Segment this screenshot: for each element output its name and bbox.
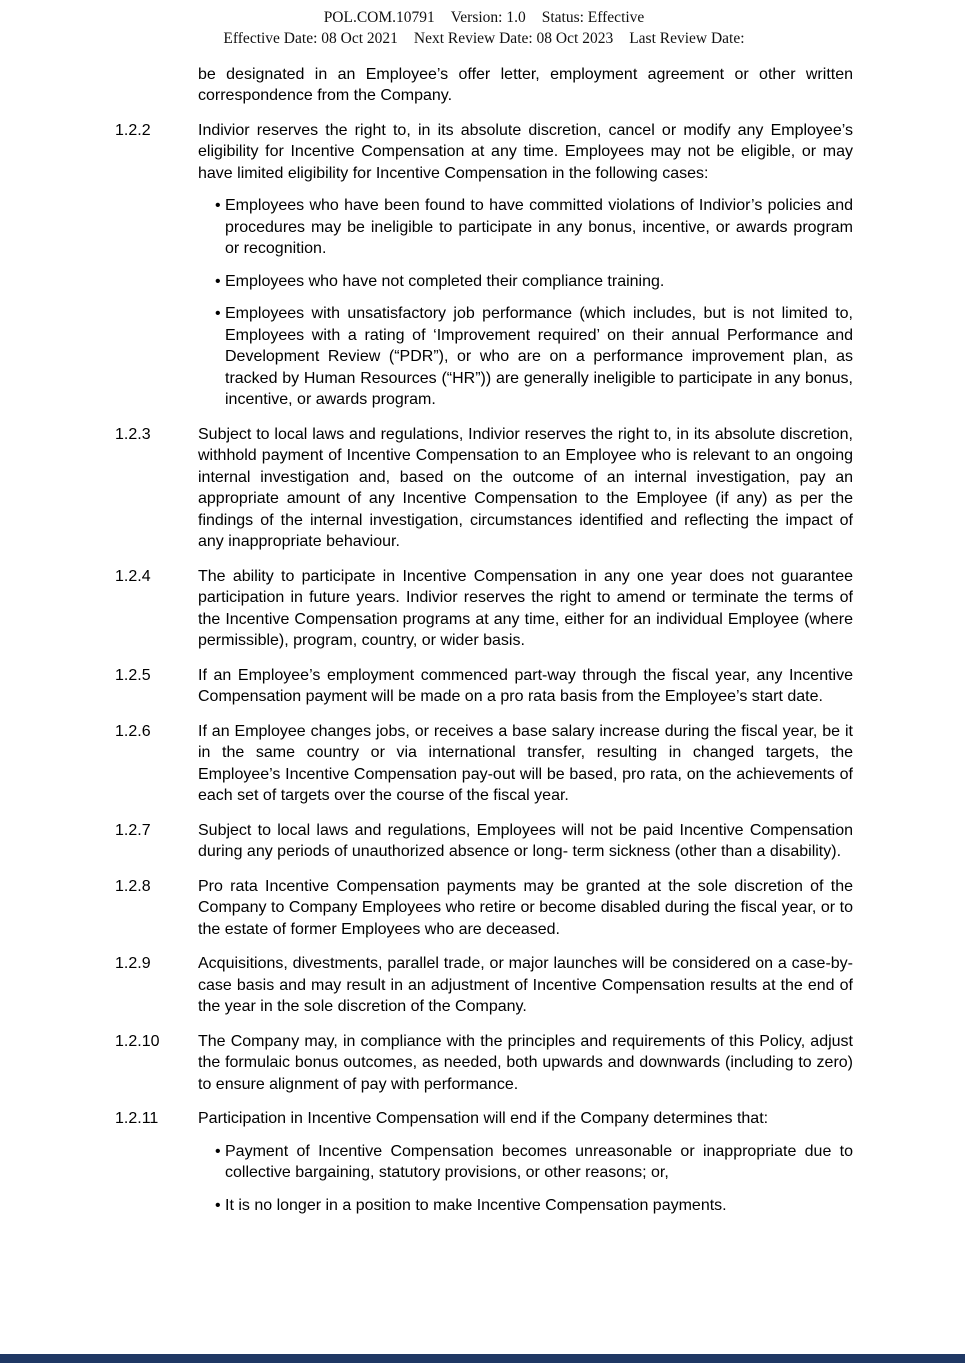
doc-id: POL.COM.10791 (323, 9, 435, 26)
policy-item-1-2-10 (115, 1031, 853, 1096)
item-number: 1.2.4 (115, 567, 151, 585)
item-text: Indivior reserves the right to, in its absolute discretion, cancel or modify any Employee’s eligibility for Incentive Compensation at any time. Employees may not be eligible, or may have limited eligibility for Incentive Compensation in the following cases: (198, 121, 853, 182)
effective-date: Effective Date: 08 Oct 2021 (223, 29, 398, 47)
item-text: Subject to local laws and regulations, Employees will not be paid Incentive Compensation during any periods of unauthorized absence or long- term sickness (other than a disability). (198, 821, 853, 861)
bullet-item (198, 195, 853, 260)
item-text: The Company may, in compliance with the principles and requirements of this Policy, adjust the formulaic bonus outcomes, as needed, both upwards and downwards (including to zero) to ensure alignment of pay with performance. (198, 1032, 853, 1093)
item-text: Acquisitions, divestments, parallel trade, or major launches will be considered on a case-by-case basis and may result in an adjustment of Incentive Compensation results at the end of the year in the sole discretion of the Company. (198, 955, 853, 1016)
continuation-paragraph: be designated in an Employee’s offer letter, employment agreement or other written correspondence from the Company. (198, 65, 853, 105)
doc-version: Version: 1.0 (450, 9, 526, 26)
item-number: 1.2.9 (115, 955, 151, 973)
bullet-text: Employees with unsatisfactory job performance (which includes, but is not limited to, Employees with a rating of ‘Improvement required’ on their annual Performance and Development Review (“PDR”), or who are on a performance improvement plan, as tracked by Human Resources (“HR”)) are generally ineligible to participate in any bonus, incentive, or awards program. (225, 305, 853, 409)
doc-header-line1 (115, 8, 853, 29)
bullet-text: Employees who have not completed their compliance training. (225, 272, 665, 290)
item-number: 1.2.2 (115, 121, 151, 139)
policy-item-1-2-4 (115, 566, 853, 652)
next-review-date: Next Review Date: 08 Oct 2023 (413, 29, 614, 47)
item-number: 1.2.5 (115, 666, 151, 684)
item-text: Participation in Incentive Compensation will end if the Company determines that: (198, 1110, 769, 1128)
policy-item-1-2-9 (115, 953, 853, 1018)
policy-item-1-2-6 (115, 721, 853, 807)
item-number: 1.2.6 (115, 722, 151, 740)
policy-item-1-2-5 (115, 665, 853, 708)
bullet-item (198, 303, 853, 411)
footer-accent-bar (0, 1354, 965, 1363)
bullet-icon: • (215, 1142, 221, 1160)
item-text: Subject to local laws and regulations, Indivior reserves the right to, in its absolute discretion, withhold payment of Incentive Compensation to an Employee who is relevant to an ongoing internal investigation and, based on the outcome of an internal investigation, pay an appropriate amount of any Incentive Compensation to the Employee (if any) as per the findings of the internal investigation, circumstances identified and reflecting the impact of any inappropriate behaviour. (198, 425, 853, 551)
doc-status: Status: Effective (541, 9, 645, 26)
bullet-text: It is no longer in a position to make Incentive Compensation payments. (225, 1196, 727, 1214)
policy-item-1-2-2 (115, 120, 853, 411)
last-review-date: Last Review Date: (629, 29, 745, 47)
bullet-text: Payment of Incentive Compensation becomes unreasonable or inappropriate due to collective bargaining, statutory provisions, or other reasons; or, (225, 1142, 853, 1182)
bullet-item (198, 271, 853, 293)
doc-header-line2 (115, 29, 853, 50)
item-number: 1.2.11 (115, 1110, 159, 1128)
item-number: 1.2.10 (115, 1032, 160, 1050)
item-text: If an Employee’s employment commenced part-way through the fiscal year, any Incentive Compensation payment will be made on a pro rata basis from the Employee’s start date. (198, 666, 853, 706)
bullet-item (198, 1195, 853, 1217)
bullet-text: Employees who have been found to have committed violations of Indivior’s policies and procedures may be ineligible to participate in any bonus, incentive, or awards program or recognition. (225, 197, 853, 258)
item-text: If an Employee changes jobs, or receives a base salary increase during the fiscal year, be it in the same country or via international transfer, resulting in changed targets, the Employee’s Incentive Compensation pay-out will be based, pro rata, on the achievements of each set of targets over the course of the fiscal year. (198, 722, 853, 805)
document-header (115, 8, 853, 50)
item-text: The ability to participate in Incentive Compensation in any one year does not guarantee participation in future years. Indivior reserves the right to amend or terminate the terms of the Incentive Compensation programs at any time, either for an individual Employee (where permissible), program, country, or wider basis. (198, 567, 853, 650)
policy-item-1-2-11 (115, 1108, 853, 1216)
bullet-icon: • (215, 272, 221, 290)
bullet-icon: • (215, 1196, 221, 1214)
policy-item-1-2-7 (115, 820, 853, 863)
bullet-item (198, 1141, 853, 1184)
policy-item-1-2-3 (115, 424, 853, 553)
item-number: 1.2.3 (115, 425, 151, 443)
bullet-icon: • (215, 197, 221, 215)
item-number: 1.2.8 (115, 877, 151, 895)
item-number: 1.2.7 (115, 821, 151, 839)
item-text: Pro rata Incentive Compensation payments may be granted at the sole discretion of the Company to Company Employees who retire or become disabled during the fiscal year, or to the estate of former Employees who are deceased. (198, 877, 853, 938)
bullet-icon: • (215, 305, 221, 323)
policy-item-1-2-8 (115, 876, 853, 941)
